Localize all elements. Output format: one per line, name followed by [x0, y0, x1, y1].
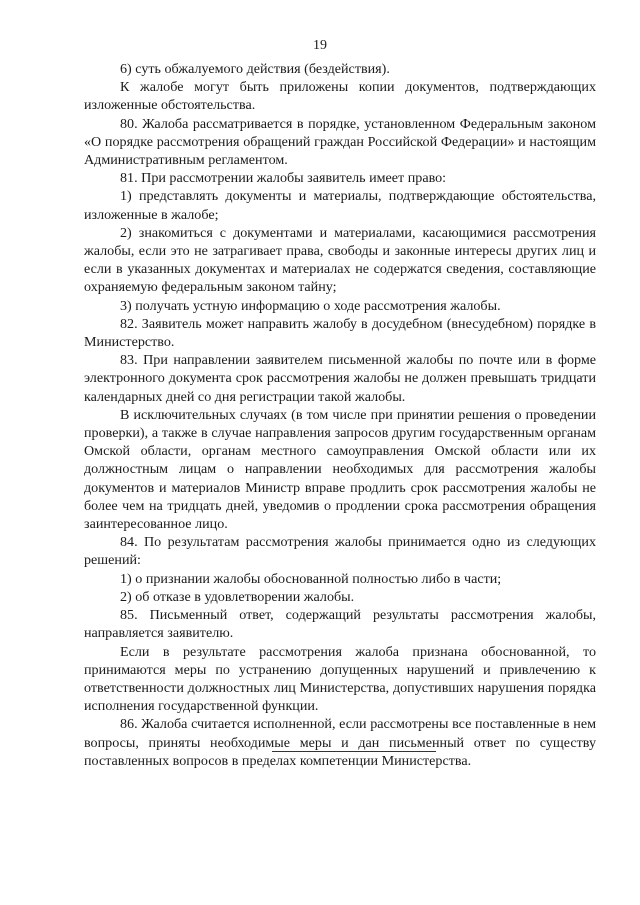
paragraph-clause-80: 80. Жалоба рассматривается в порядке, установленном Федеральным законом «О порядке рассмотрения обращений граждан Российской Федерации» и настоящим Административным регламентом. [84, 115, 596, 169]
paragraph-clause-85: 85. Письменный ответ, содержащий результаты рассмотрения жалобы, направляется заявителю. [84, 607, 596, 642]
paragraph-right-3: 3) получать устную информацию о ходе рассмотрения жалобы. [120, 297, 501, 314]
paragraph-right-1: 1) представлять документы и материалы, подтверждающие обстоятельства, изложенные в жалобе; [84, 188, 596, 223]
paragraph-clause-86: 86. Жалоба считается исполненной, если рассмотрены все поставленные в нем вопросы, приняты необходимые меры и дан письменный ответ по существу поставленных вопросов в пределах компетенции Министерства. [84, 716, 596, 769]
page-number: 19 [313, 38, 327, 53]
paragraph-clause-82: 82. Заявитель может направить жалобу в досудебном (внесудебном) порядке в Министерство. [84, 315, 596, 351]
paragraph-decision-1: 1) о признании жалобы обоснованной полностью либо в части; [120, 570, 502, 587]
regulation-text [84, 60, 596, 770]
paragraph-decision-2: 2) об отказе в удовлетворении жалобы. [120, 588, 355, 605]
paragraph-clause-83: 83. При направлении заявителем письменной жалобы по почте или в форме электронного документа срок рассмотрения жалобы не должен превышать тридцати календарных дней со дня регистрации такой жалобы. [84, 352, 596, 405]
closing-rule [272, 751, 436, 752]
paragraph-attachments: К жалобе могут быть приложены копии документов, подтверждающих изложенные обстоятельства. [84, 79, 596, 114]
paragraph-exceptional-cases: В исключительных случаях (в том числе при принятии решения о проведении проверки), а также в случае направления запросов другим государственным органам Омской области, органам местного самоуправления Омской области или их должностным лицам о направлении необходимых для рассмотрения жалобы документов и материалов Министр вправе продлить срок рассмотрения жалобы не более чем на тридцать дней, уведомив о продлении срока рассмотрения обращения заинтересованное лицо. [84, 406, 596, 533]
paragraph-justified-complaint: Если в результате рассмотрения жалоба признана обоснованной, то принимаются меры по устранению допущенных нарушений и привлечению к ответственности должностных лиц Министерства, допустивших нарушения порядка исполнения государственной функции. [84, 643, 596, 715]
paragraph-clause-84: 84. По результатам рассмотрения жалобы принимается одно из следующих решений: [84, 534, 596, 569]
paragraph-clause-81: 81. При рассмотрении жалобы заявитель имеет право: [120, 170, 447, 187]
paragraph-right-2: 2) знакомиться с документами и материалами, касающимися рассмотрения жалобы, если это не затрагивает права, свободы и законные интересы других лиц и если в указанных документах и материалах не содержатся сведения, составляющие охраняемую федеральным законом тайну; [84, 224, 596, 296]
paragraph-complaint-item-6: 6) суть обжалуемого действия (бездействия). [120, 61, 390, 77]
